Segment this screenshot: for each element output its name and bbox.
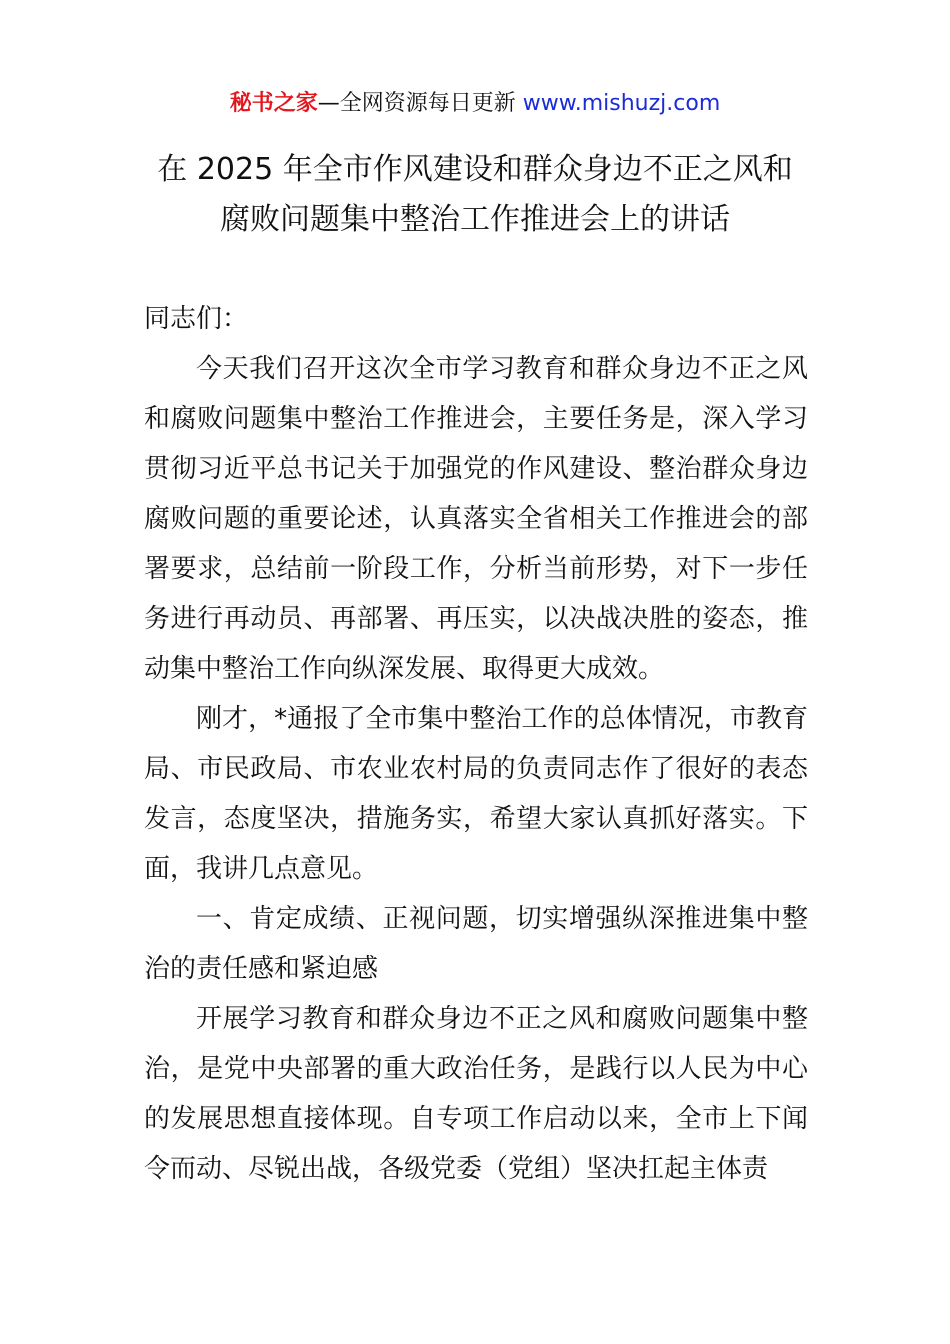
section-heading-1: 一、肯定成绩、正视问题，切实增强纵深推进集中整治的责任感和紧迫感: [144, 904, 808, 984]
salutation: 同志们：: [144, 304, 249, 334]
title-line-2: 腐败问题集中整治工作推进会上的讲话: [220, 202, 730, 237]
site-brand: 秘书之家: [229, 91, 318, 116]
document-body: [144, 294, 808, 1194]
paragraph-3: 开展学习教育和群众身边不正之风和腐败问题集中整治，是党中央部署的重大政治任务，是践行以人民为中心的发展思想直接体现。自专项工作启动以来，全市上下闻令而动、尽锐出战，各级党委（党组）坚决扛起主体责: [144, 1004, 808, 1184]
site-url-link[interactable]: www.mishuzj.com: [522, 91, 721, 116]
title-line-1: 在 2025 年全市作风建设和群众身边不正之风和: [157, 152, 793, 187]
site-tagline: —全网资源每日更新: [317, 91, 523, 116]
paragraph-2: 刚才，*通报了全市集中整治工作的总体情况，市教育局、市民政局、市农业农村局的负责同志作了很好的表态发言，态度坚决，措施务实，希望大家认真抓好落实。下面，我讲几点意见。: [144, 704, 808, 884]
site-header: [0, 88, 950, 120]
document-title: [100, 145, 850, 245]
paragraph-1: 今天我们召开这次全市学习教育和群众身边不正之风和腐败问题集中整治工作推进会，主要任务是，深入学习贯彻习近平总书记关于加强党的作风建设、整治群众身边腐败问题的重要论述，认真落实全省相关工作推进会的部署要求，总结前一阶段工作，分析当前形势，对下一步任务进行再动员、再部署、再压实，以决战决胜的姿态，推动集中整治工作向纵深发展、取得更大成效。: [144, 354, 808, 684]
